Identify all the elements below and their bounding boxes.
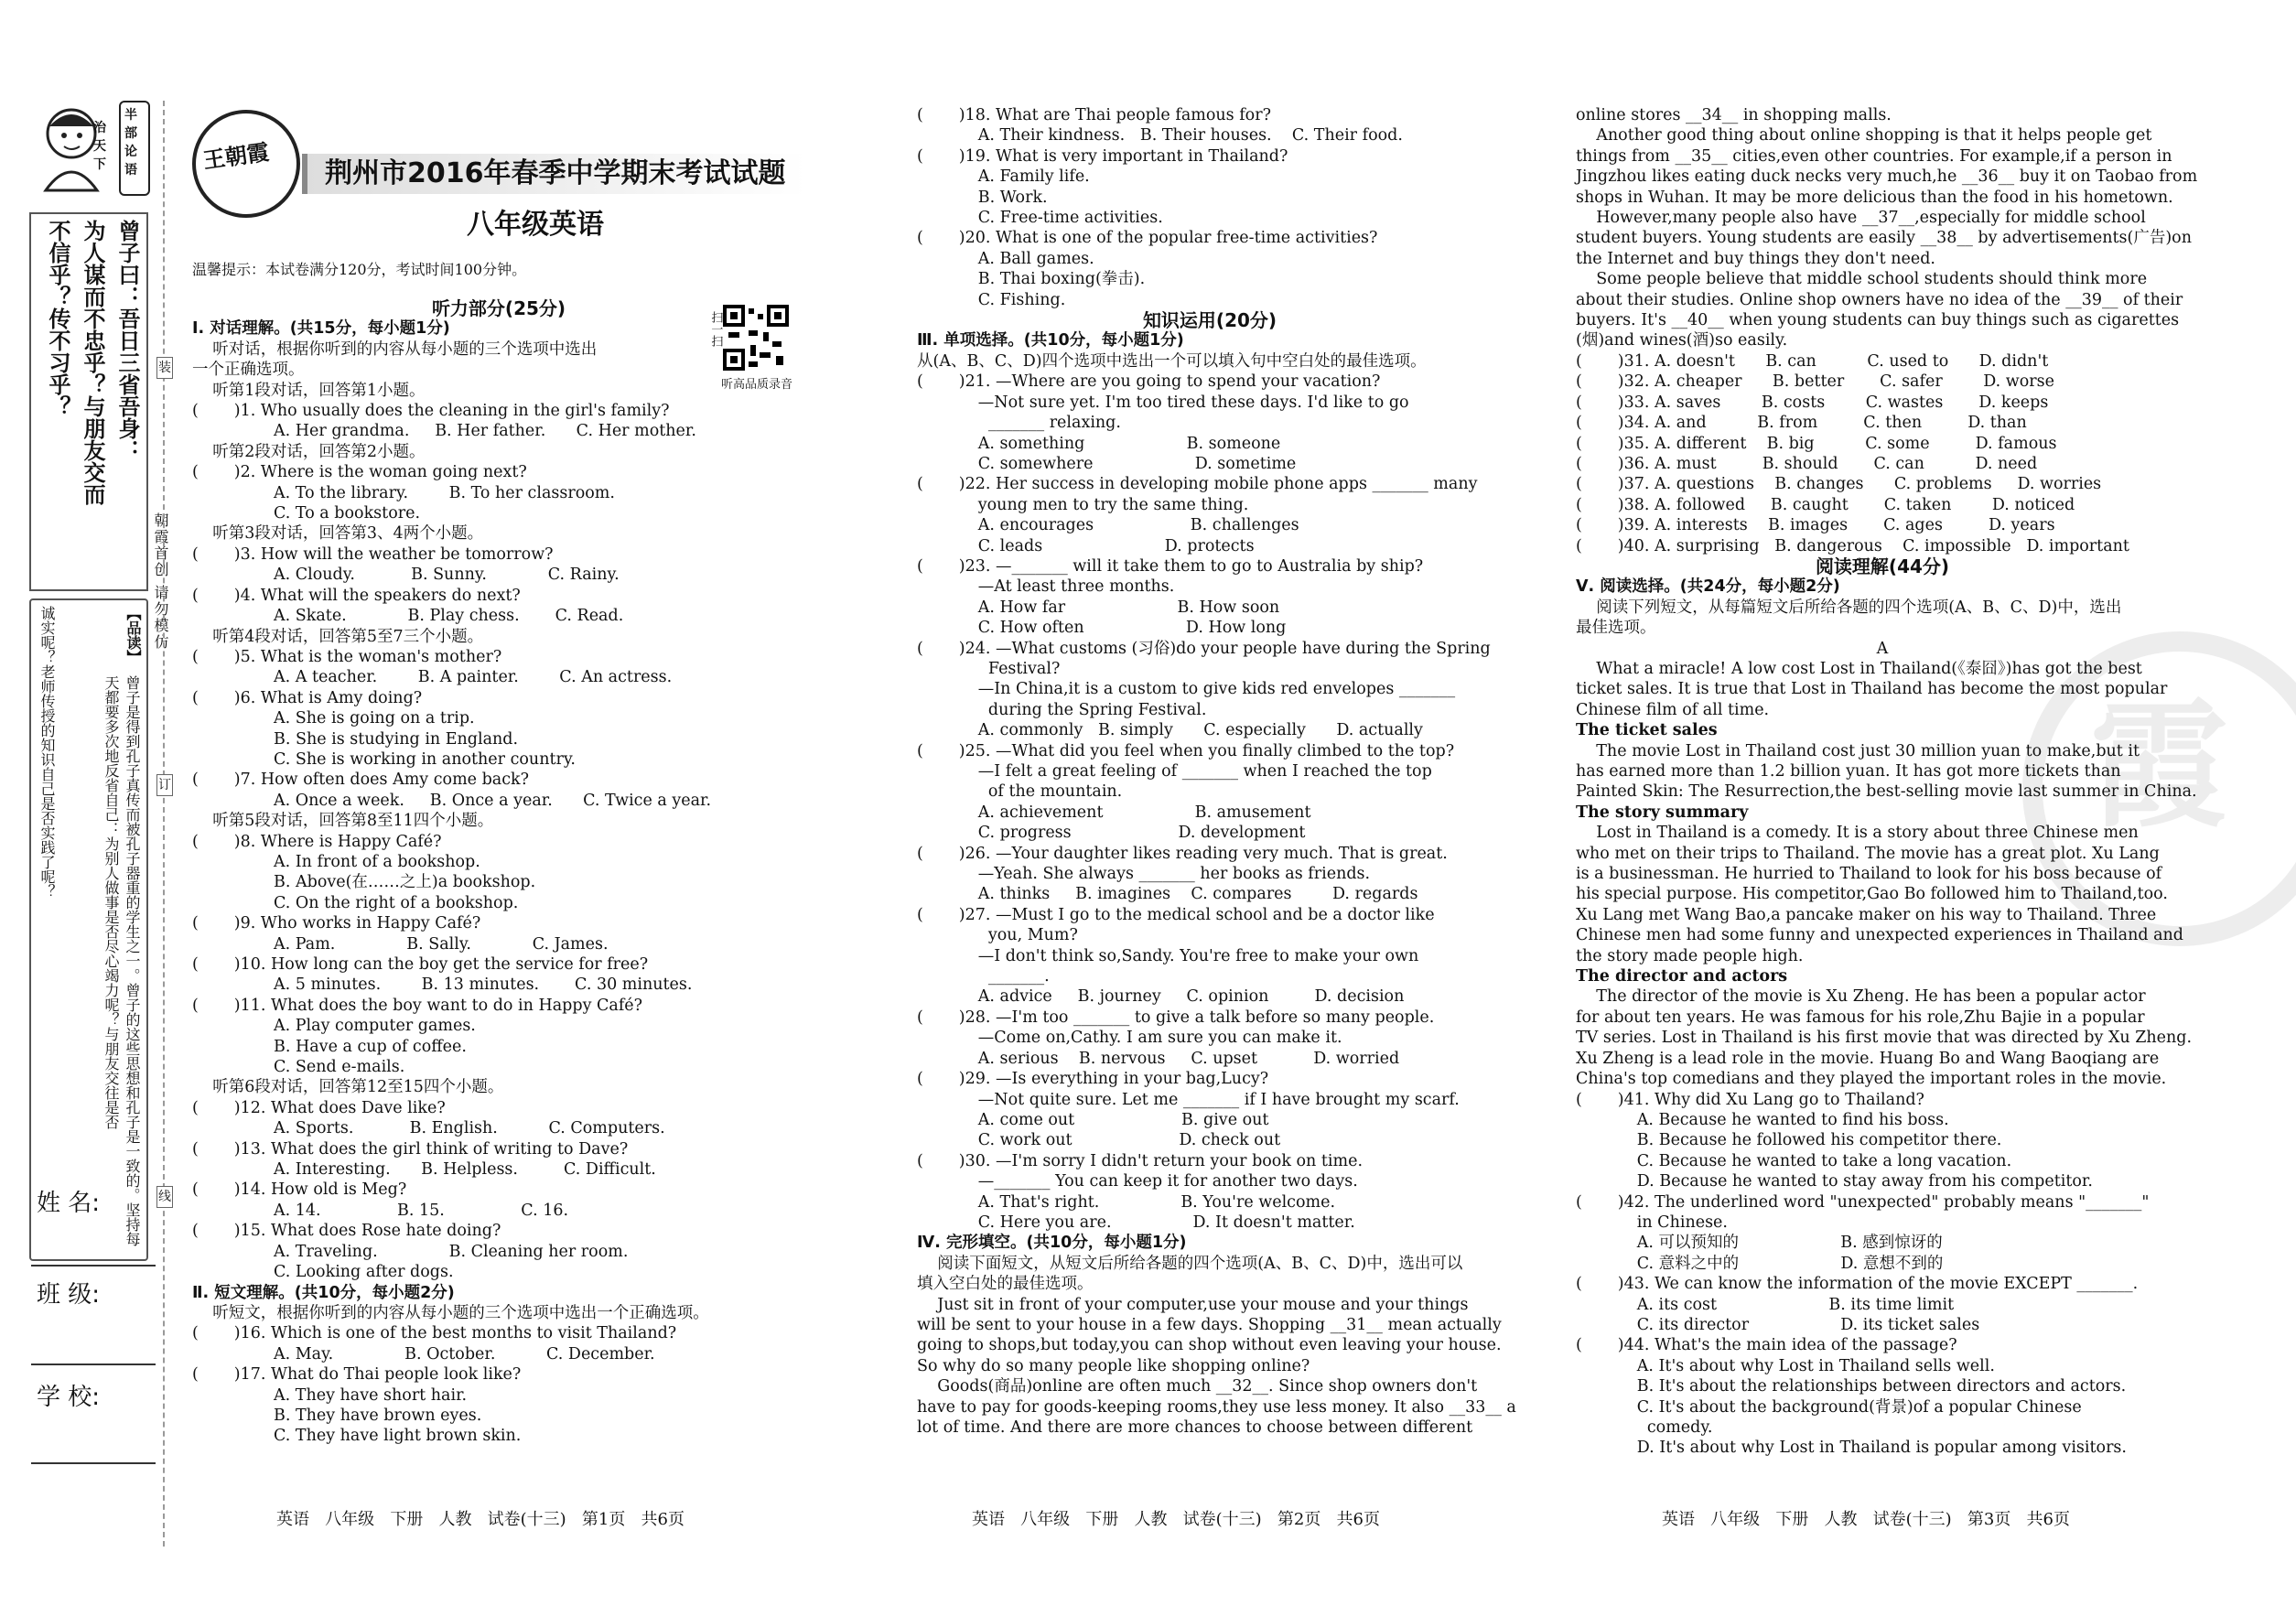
text-line: 填入空白处的最佳选项。 (917, 1275, 1094, 1294)
text-line: ticket sales. It is true that Lost in Thailand has become the most popular (1576, 680, 2168, 699)
text-line: things from __35__ cities,even other countries. For example,if a person in (1576, 146, 2172, 166)
qr-caption: 听高品质录音 (721, 378, 793, 392)
text-line: Some people believe that middle school students should think more (1576, 270, 2148, 289)
text-line: —Come on,Cathy. I am sure you can make it. (917, 1029, 1342, 1048)
question-item: ( )39. A. interests B. images C. ages D. years (1576, 516, 2055, 535)
question-item: ( )13. What does the girl think of writing to Dave? (192, 1139, 629, 1159)
text-line: China's top comedians and they played the important roles in the movie. (1576, 1070, 2167, 1089)
text-line: A. May. B. October. C. December. (192, 1344, 655, 1363)
question-item: ( )23. —_______ will it take them to go to Australia by ship? (917, 556, 1424, 576)
section-heading: 听力部分(25分) (431, 297, 566, 319)
text-line: during the Spring Festival. (917, 700, 1207, 719)
tip-text: 温馨提示：本试卷满分120分，考试时间100分钟。 (192, 261, 527, 278)
text-line: A. To the library. B. To her classroom. (192, 483, 615, 502)
text-line: buyers. It's __40__ when young students can buy things such as cigarettes (1576, 311, 2180, 330)
text-line: C. work out D. check out (917, 1131, 1281, 1150)
question-item: ( )44. What's the main idea of the passage? (1576, 1336, 1957, 1355)
text-line: online stores __34__ in shopping malls. (1576, 106, 1892, 124)
text-line: A. Traveling. B. Cleaning her room. (192, 1242, 629, 1261)
question-group-heading: Ⅰ. 对话理解。(共15分，每小题1分) (192, 319, 450, 339)
text-line: A. A teacher. B. A painter. C. An actress. (192, 668, 673, 687)
text-line: Xu Zheng is a lead role in the movie. Huang Bo and Wang Baoqiang are (1576, 1049, 2160, 1068)
pindu-text-2: 诚实呢？老师传授的知识自己是否实践了呢？ (38, 606, 56, 899)
text-line: student buyers. Young students are easily __38__ by advertisements(广告)on (1576, 229, 2192, 248)
page-column-2 (917, 105, 1516, 1438)
question-item: ( )11. What does the boy want to do in Happy Café? (192, 996, 643, 1015)
text-line: D. Because he wanted to stay away from his competitor. (1576, 1172, 2093, 1191)
school-line (31, 1462, 156, 1464)
text-line: —At least three months. (917, 577, 1175, 597)
text-line: Another good thing about online shopping is that it helps people get (1576, 126, 2152, 146)
text-line: young men to try the same thing. (917, 495, 1249, 514)
question-item: ( )33. A. saves B. costs C. wastes D. keeps (1576, 393, 2049, 412)
question-item: ( )1. Who usually does the cleaning in the girl's family? (192, 402, 670, 421)
badge-text: 半 部 论 语 (124, 108, 137, 178)
badge (119, 101, 150, 196)
text-line: Chinese men had some funny and unexpected experiences in Thailand and (1576, 926, 2184, 945)
question-item: ( )43. We can know the information of the movie EXCEPT _______. (1576, 1275, 2139, 1294)
text-line: Painted Skin: The Resurrection,the best-selling movie last summer in China. (1576, 782, 2197, 802)
binding-line (163, 101, 165, 1547)
sidebar (29, 101, 146, 1606)
binding-mark-1: 装 (156, 357, 173, 379)
class-label: 班 级: (37, 1281, 101, 1309)
text-line: B. They have brown eyes. (192, 1406, 482, 1425)
question-item: ( )7. How often does Amy come back? (192, 771, 530, 790)
subheading: The story summary (1576, 803, 1749, 822)
text-line: A. encourages B. challenges (917, 516, 1299, 535)
text-line: 听短文，根据你听到的内容从每小题的三个选项中选出一个正确选项。 (192, 1303, 709, 1322)
question-item: ( )4. What will the speakers do next? (192, 586, 521, 605)
text-line: A. Sports. B. English. C. Computers. (192, 1119, 665, 1138)
question-item: ( )36. A. must B. should C. can D. need (1576, 454, 2038, 473)
watermark-text: 霞 (2090, 687, 2228, 846)
text-line: C. its director D. its ticket sales (1576, 1315, 1980, 1334)
question-item: ( )14. How old is Meg? (192, 1180, 407, 1200)
text-line: Goods(商品)online are often much __32__. Since shop owners don't (917, 1377, 1478, 1396)
qr-side-text: 扫一扫 (708, 311, 723, 347)
text-line: B. She is studying in England. (192, 729, 519, 749)
passage-label: A (1876, 639, 1889, 658)
text-line: A. Their kindness. B. Their houses. C. Their food. (917, 126, 1403, 146)
text-line: B. Have a cup of coffee. (192, 1037, 467, 1056)
text-line: 听对话，根据你听到的内容从每小题的三个选项中选出 (192, 340, 598, 359)
text-line: 最佳选项。 (1576, 619, 1656, 638)
text-line: B. Thai boxing(拳击). (917, 270, 1146, 289)
text-line: have to pay for goods-keeping rooms,they use less money. It also __33__ a (917, 1397, 1516, 1417)
pindu-box (29, 598, 148, 1261)
text-line: A. Family life. (917, 167, 1090, 187)
text-line: The movie Lost in Thailand cost just 30 million yuan to make,but it (1576, 741, 2140, 760)
text-line: C. It's about the background(背景)of a popular Chinese (1576, 1397, 2082, 1417)
question-item: ( )20. What is one of the popular free-time activities? (917, 229, 1378, 248)
text-line: C. Free-time activities. (917, 209, 1163, 228)
text-line: Lost in Thailand is a comedy. It is a story about three Chinese men (1576, 824, 2139, 843)
question-group-heading: Ⅳ. 完形填空。(共10分，每小题1分) (917, 1234, 1187, 1253)
text-line: comedy. (1576, 1418, 1713, 1437)
text-line: Festival? (917, 659, 1061, 678)
text-line: Chinese film of all time. (1576, 700, 1770, 719)
quote-box (29, 212, 148, 591)
text-line: —I felt a great feeling of _______ when I reached the top (917, 762, 1432, 781)
text-line: of the mountain. (917, 782, 1123, 802)
question-item: ( )24. —What customs (习俗)do your people have during the Spring (917, 639, 1491, 658)
question-item: ( )5. What is the woman's mother? (192, 647, 502, 666)
question-item: ( )15. What does Rose hate doing? (192, 1222, 501, 1241)
footer-page-1: 英语 八年级 下册 人教 试卷(十三) 第1页 共6页 (276, 1510, 684, 1529)
stamp-side-text: 朝霞首创 请勿模仿 (152, 512, 169, 652)
text-line: A. Pam. B. Sally. C. James. (192, 934, 609, 954)
text-line: —I don't think so,Sandy. You're free to make your own (917, 946, 1419, 965)
name-label: 姓 名: (37, 1190, 101, 1217)
text-line: (烟)and wines(酒)so easily. (1576, 331, 1788, 350)
text-line: _______ relaxing. (917, 414, 1121, 433)
text-line: C. She is working in another country. (192, 749, 576, 769)
text-line: will be sent to your house in a few days. Shopping __31__ mean actually (917, 1315, 1502, 1334)
question-item: ( )32. A. cheaper B. better C. safer D. worse (1576, 372, 2054, 392)
subheading: The director and actors (1576, 967, 1788, 986)
text-line: A. commonly B. simply C. especially D. actually (917, 721, 1423, 740)
text-line: who met on their trips to Thailand. The movie has a great plot. Xu Lang (1576, 844, 2160, 863)
question-group-heading: Ⅱ. 短文理解。(共10分，每小题2分) (192, 1283, 455, 1302)
question-item: ( )37. A. questions B. changes C. problems D. worries (1576, 475, 2102, 494)
text-line: shops in Wuhan. It may be more delicious than the food in his hometown. (1576, 188, 2173, 207)
question-item: ( )8. Where is Happy Café? (192, 832, 442, 851)
exam-subtitle: 八年级英语 (467, 209, 604, 241)
text-line: A. Ball games. (917, 249, 1094, 268)
text-line: A. Her grandma. B. Her father. C. Her mother. (192, 422, 696, 441)
text-line: Xu Lang met Wang Bao,a pancake maker on his way to Thailand. Three (1576, 905, 2157, 924)
text-line: A. She is going on a trip. (192, 709, 475, 728)
text-line: A. Skate. B. Play chess. C. Read. (192, 607, 624, 626)
quote-line-3: 不信乎？传不习乎？ (45, 220, 70, 417)
question-item: ( )17. What do Thai people look like? (192, 1365, 522, 1385)
text-line: —_______ You can keep it for another two days. (917, 1172, 1358, 1191)
question-item: ( )30. —I'm sorry I didn't return your book on time. (917, 1151, 1364, 1170)
text-line: C. To a bookstore. (192, 504, 421, 523)
text-line: 听第6段对话，回答第12至15四个小题。 (192, 1078, 504, 1097)
text-line: A. How far B. How soon (917, 598, 1280, 617)
text-line: Jingzhou likes eating duck necks very much,he __36__ buy it on Taobao from (1576, 167, 2198, 187)
question-item: ( )18. What are Thai people famous for? (917, 106, 1271, 124)
question-item: ( )42. The underlined word "unexpected" probably means "_______" (1576, 1192, 2150, 1212)
question-group-heading: Ⅴ. 阅读选择。(共24分，每小题2分) (1576, 577, 1840, 597)
question-item: ( )29. —Is everything in your bag,Lucy? (917, 1070, 1269, 1089)
text-line: A. come out B. give out (917, 1110, 1269, 1129)
question-item: ( )16. Which is one of the best months to visit Thailand? (192, 1324, 677, 1343)
text-line: 听第1段对话，回答第1小题。 (192, 381, 426, 400)
text-line: A. something B. someone (917, 434, 1281, 453)
text-line: 听第4段对话，回答第5至7三个小题。 (192, 627, 484, 646)
text-line: 一个正确选项。 (192, 361, 305, 380)
text-line: C. somewhere D. sometime (917, 454, 1297, 473)
text-line: A. 5 minutes. B. 13 minutes. C. 30 minutes. (192, 975, 693, 995)
text-line: is a businessman. He hurried to Thailand to look for his boss because of (1576, 865, 2162, 884)
text-line: A. 14. B. 15. C. 16. (192, 1201, 569, 1220)
text-line: the Internet and buy things they don't need. (1576, 249, 1935, 268)
question-item: ( )19. What is very important in Thailand? (917, 146, 1288, 166)
question-item: ( )26. —Your daughter likes reading very much. That is great. (917, 844, 1448, 863)
page-column-1 (192, 298, 805, 1447)
question-item: ( )12. What does Dave like? (192, 1098, 446, 1117)
text-line: —In China,it is a custom to give kids red envelopes _______ (917, 680, 1456, 699)
text-line: for about ten years. He was famous for his role,Zhu Bajie in a popular (1576, 1008, 2145, 1027)
text-line: A. Because he wanted to find his boss. (1576, 1110, 1949, 1129)
question-item: ( )38. A. followed B. caught C. taken D. noticed (1576, 495, 2075, 514)
text-line: Just sit in front of your computer,use your mouse and your things (917, 1295, 1469, 1314)
question-item: ( )35. A. different B. big C. some D. famous (1576, 434, 2057, 453)
text-line: C. leads D. protects (917, 536, 1255, 555)
text-line: 阅读下列短文，从每篇短文后所给各题的四个选项(A、B、C、D)中，选出 (1576, 598, 2122, 617)
text-line: C. Send e-mails. (192, 1058, 405, 1077)
text-line: C. How often D. How long (917, 619, 1287, 638)
footer-page-2: 英语 八年级 下册 人教 试卷(十三) 第2页 共6页 (972, 1510, 1380, 1529)
text-line: —Not quite sure. Let me _______ if I have brought my scarf. (917, 1090, 1460, 1109)
section-heading: 阅读理解(44分) (1815, 555, 1950, 577)
text-line: 听第2段对话，回答第2小题。 (192, 442, 426, 461)
exam-title: 荆州市2016年春季中学期末考试试题 (325, 157, 786, 189)
text-line: the story made people high. (1576, 946, 1804, 965)
badge2: 治 天 下 (93, 121, 106, 172)
text-line: C. On the right of a bookshop. (192, 893, 519, 912)
text-line: B. Above(在……之上)a bookshop. (192, 873, 536, 892)
page-column-3 (1576, 105, 2198, 1459)
text-line: B. Because he followed his competitor there. (1576, 1131, 2002, 1150)
question-item: ( )41. Why did Xu Lang go to Thailand? (1576, 1090, 1924, 1109)
text-line: C. Here you are. D. It doesn't matter. (917, 1213, 1355, 1232)
text-line: A. serious B. nervous C. upset D. worried (917, 1049, 1400, 1068)
section-heading: 知识运用(20分) (1142, 309, 1277, 332)
text-line: B. Work. (917, 188, 1048, 207)
text-line: 从(A、B、C、D)四个选项中选出一个可以填入句中空白处的最佳选项。 (917, 351, 1427, 371)
text-line: C. Fishing. (917, 290, 1066, 309)
class-line (31, 1363, 156, 1365)
binding-mark-2: 订 (156, 774, 173, 796)
question-item: ( )10. How long can the boy get the service for free? (192, 955, 649, 974)
quote-line-1: 曾子曰：吾日三省吾身： (114, 220, 140, 461)
text-line: A. In front of a bookshop. (192, 852, 480, 871)
text-line: 阅读下面短文，从短文后所给各题的四个选项(A、B、C、D)中，选出可以 (917, 1254, 1463, 1273)
text-line: However,many people also have __37__,especially for middle school (1576, 209, 2146, 228)
text-line: you, Mum? (917, 926, 1078, 945)
text-line: A. Cloudy. B. Sunny. C. Rainy. (192, 566, 620, 585)
question-item: ( )3. How will the weather be tomorrow? (192, 544, 554, 564)
text-line: —Yeah. She always _______ her books as friends. (917, 865, 1371, 884)
text-line: A. Play computer games. (192, 1017, 476, 1036)
logo-text: 王朝霞 (201, 138, 271, 174)
footer-page-3: 英语 八年级 下册 人教 试卷(十三) 第3页 共6页 (1662, 1510, 2070, 1529)
question-item: ( )34. A. and B. from C. then D. than (1576, 414, 2027, 433)
text-line: _______. (917, 967, 1050, 986)
text-line: C. 意料之中的 D. 意想不到的 (1576, 1254, 1944, 1273)
text-line: C. Looking after dogs. (192, 1263, 454, 1282)
text-line: has earned more than 1.2 billion yuan. It has got more tickets than (1576, 762, 2121, 781)
text-line: A. It's about why Lost in Thailand sells well. (1576, 1356, 1995, 1375)
text-line: The director of the movie is Xu Zheng. He has been a popular actor (1576, 987, 2146, 1007)
name-line (31, 1265, 156, 1266)
text-line: A. They have short hair. (192, 1385, 468, 1405)
school-label: 学 校: (37, 1384, 101, 1411)
text-line: going to shops,but today,you can shop without even leaving your house. (917, 1336, 1502, 1355)
text-line: his special purpose. His competitor,Gao Bo followed him to Thailand,too. (1576, 885, 2168, 904)
text-line: A. its cost B. its time limit (1576, 1295, 1955, 1314)
text-line: A. achievement B. amusement (917, 803, 1311, 822)
question-item: ( )21. —Where are you going to spend your vacation? (917, 372, 1381, 392)
text-line: D. It's about why Lost in Thailand is popular among visitors. (1576, 1439, 2127, 1458)
pindu-label: 【品读】 (124, 606, 142, 664)
text-line: A. Interesting. B. Helpless. C. Difficult. (192, 1160, 656, 1180)
question-item: ( )27. —Must I go to the medical school and be a doctor like (917, 905, 1435, 924)
question-item: ( )9. Who works in Happy Café? (192, 914, 481, 933)
text-line: C. Because he wanted to take a long vacation. (1576, 1151, 2012, 1170)
question-item: ( )22. Her success in developing mobile phone apps _______ many (917, 475, 1478, 494)
text-line: 听第5段对话，回答第8至11四个小题。 (192, 812, 494, 831)
text-line: A. advice B. journey C. opinion D. decision (917, 987, 1405, 1007)
text-line: B. It's about the relationships between directors and actors. (1576, 1377, 2127, 1396)
text-line: about their studies. Online shop owners have no idea of the __39__ of their (1576, 290, 2183, 309)
question-item: ( )31. A. doesn't B. can C. used to D. didn't (1576, 351, 2049, 371)
question-item: ( )28. —I'm too _______ to give a talk before so many people. (917, 1008, 1435, 1027)
subheading: The ticket sales (1576, 721, 1718, 740)
text-line: lot of time. And there are more chances to choose between different (917, 1418, 1473, 1437)
binding-mark-3: 线 (156, 1186, 173, 1208)
text-line: So why do so many people like shopping online? (917, 1356, 1310, 1375)
question-item: ( )6. What is Amy doing? (192, 688, 423, 707)
question-group-heading: Ⅲ. 单项选择。(共10分，每小题1分) (917, 331, 1184, 350)
logo-seal (192, 110, 300, 218)
question-item: ( )2. Where is the woman going next? (192, 463, 527, 482)
text-line: 听第3段对话，回答第3、4两个小题。 (192, 524, 484, 544)
text-line: C. progress D. development (917, 824, 1306, 843)
quote-line-2: 为人谋而不忠乎？与朋友交而 (80, 220, 105, 505)
text-line: A. Once a week. B. Once a year. C. Twice a year. (192, 791, 712, 810)
text-line: —Not sure yet. I'm too tired these days. I'd like to go (917, 393, 1409, 412)
question-item: ( )40. A. surprising B. dangerous C. impossible D. important (1576, 536, 2129, 555)
text-line: A. That's right. B. You're welcome. (917, 1192, 1336, 1212)
text-line: TV series. Lost in Thailand is his first movie that was directed by Xu Zheng. (1576, 1029, 2193, 1048)
text-line: in Chinese. (1576, 1213, 1728, 1232)
text-line: A. thinks B. imagines C. compares D. regards (917, 885, 1418, 904)
question-item: ( )25. —What did you feel when you finally climbed to the top? (917, 741, 1455, 760)
text-line: C. They have light brown skin. (192, 1427, 522, 1446)
pindu-text-1: 曾子是得到孔子真传而被孔子器重的学生之一。曾子的这些思想和孔子是一致的。坚持每天都要多次地反省自己：为别人做事是否尽心竭力呢？与朋友交往是否 (102, 675, 141, 1246)
text-line: What a miracle! A low cost Lost in Thailand(《泰囧》)has got the best (1576, 659, 2142, 678)
text-line: A. 可以预知的 B. 感到惊讶的 (1576, 1234, 1943, 1253)
